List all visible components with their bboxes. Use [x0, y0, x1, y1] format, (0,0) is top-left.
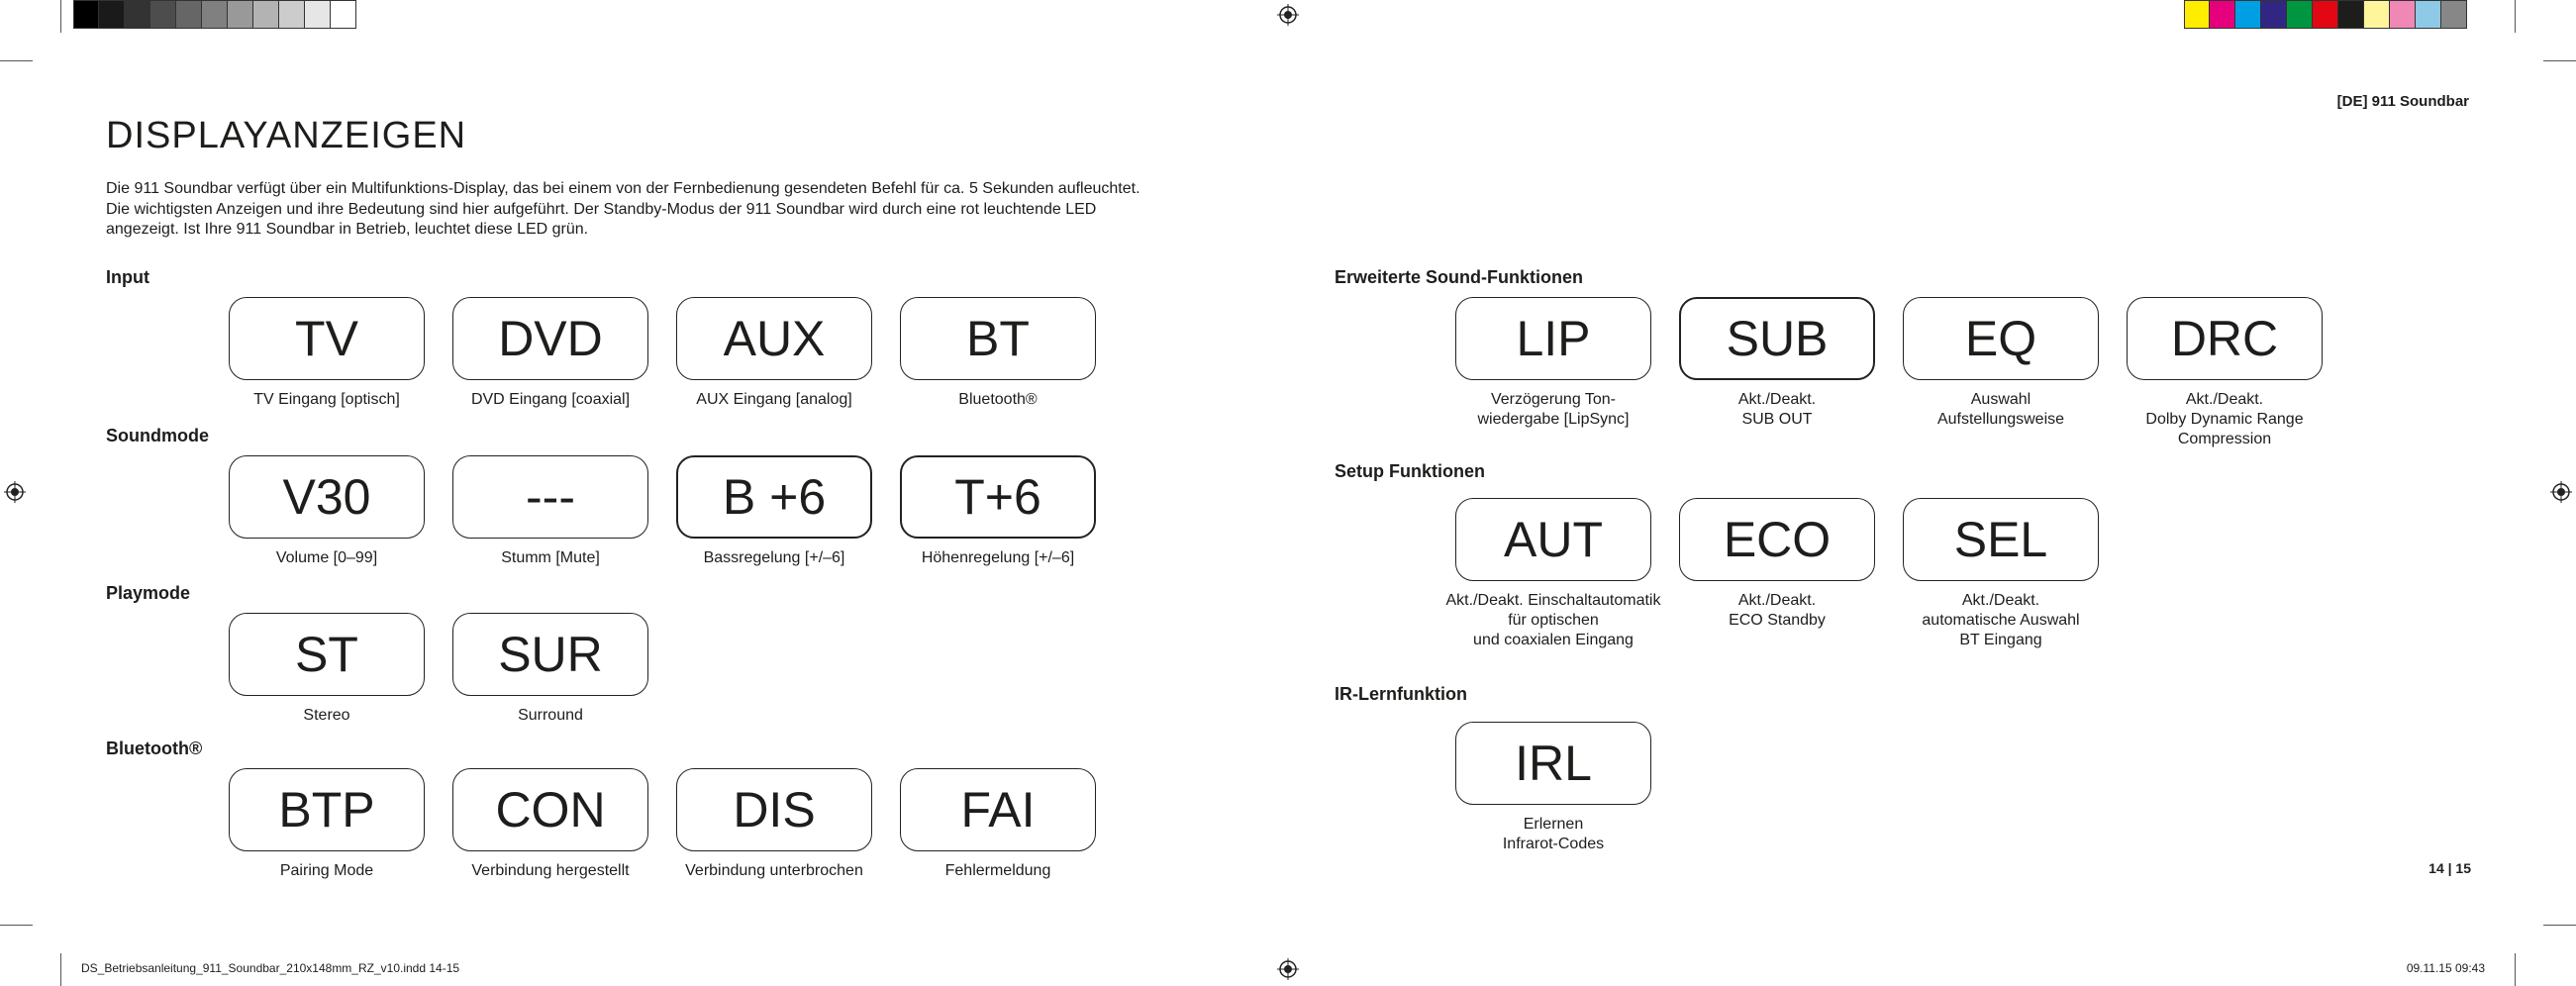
crop-mark: [60, 953, 61, 986]
display-code-description: [655, 548, 893, 568]
display-code-description: [1658, 390, 1896, 430]
display-code-description: [432, 706, 669, 726]
gray-swatch-bar: [73, 0, 356, 32]
color-swatch: [2261, 0, 2287, 29]
description-line: BT Eingang: [1959, 632, 2042, 648]
color-swatch: [125, 0, 150, 29]
color-swatch: [2313, 0, 2338, 29]
description-line: SUB OUT: [1741, 411, 1813, 428]
display-code-description: [655, 861, 893, 881]
crop-mark: [2543, 925, 2576, 926]
description-line: Aufstellungsweise: [1936, 411, 2065, 428]
section-heading: IR-Lernfunktion: [1335, 684, 1467, 704]
intro-paragraph: [106, 179, 1294, 241]
display-code-description: [1435, 390, 1672, 430]
registration-mark-icon: [4, 481, 26, 503]
description-line: ECO Standby: [1729, 612, 1826, 629]
description-line: Verbindung unterbrochen: [685, 862, 863, 879]
description-line: TV Eingang [optisch]: [253, 391, 400, 408]
display-code-sub: SUB: [1679, 297, 1875, 380]
description-line: automatische Auswahl: [1922, 612, 2080, 629]
display-code-st: ST: [229, 613, 425, 696]
color-swatch: [331, 0, 356, 29]
color-swatch: [99, 0, 125, 29]
display-code-tv: TV: [229, 297, 425, 380]
registration-mark-icon: [1277, 4, 1299, 26]
section-heading: Playmode: [106, 583, 191, 603]
section-heading: Setup Funktionen: [1335, 461, 1485, 481]
display-code-irl: IRL: [1455, 722, 1651, 805]
page-number: 14 | 15: [2428, 860, 2471, 876]
section-heading: Soundmode: [106, 426, 209, 445]
display-code-description: [1658, 591, 1896, 631]
description-line: Infrarot-Codes: [1502, 836, 1605, 852]
color-swatch: [2416, 0, 2441, 29]
color-swatch: [2210, 0, 2235, 29]
description-line: Akt./Deakt.: [1961, 592, 2040, 609]
color-swatch: [2338, 0, 2364, 29]
footer-filename: DS_Betriebsanleitung_911_Soundbar_210x148mm_RZ_v10.indd 14-15: [81, 961, 460, 975]
display-code-v30: V30: [229, 455, 425, 539]
description-line: Höhenregelung [+/–6]: [921, 549, 1075, 566]
color-swatch: [150, 0, 176, 29]
display-code-aut: AUT: [1455, 498, 1651, 581]
display-code-description: [208, 548, 446, 568]
description-line: Dolby Dynamic Range: [2145, 411, 2304, 428]
display-code-description: [879, 861, 1117, 881]
crop-mark: [2543, 60, 2576, 61]
crop-mark: [2515, 0, 2516, 33]
registration-mark-icon: [1277, 958, 1299, 980]
page-title: DISPLAYANZEIGEN: [106, 115, 467, 156]
display-code-description: [2106, 390, 2343, 449]
description-line: Stumm [Mute]: [501, 549, 600, 566]
display-code-aux: AUX: [676, 297, 872, 380]
display-code-description: [208, 706, 446, 726]
section-heading: Erweiterte Sound-Funktionen: [1335, 267, 1584, 287]
description-line: Akt./Deakt.: [2185, 391, 2264, 408]
display-code-description: [208, 861, 446, 881]
display-code-eco: ECO: [1679, 498, 1875, 581]
color-swatch: [2184, 0, 2210, 29]
description-line: und coaxialen Eingang: [1473, 632, 1634, 648]
color-swatch: [305, 0, 331, 29]
intro-line: Die 911 Soundbar verfügt über ein Multifunktions-Display, das bei einem von der Fernbedienung gesendeten Befehl für ca. 5 Sekunden aufleuchtet.: [106, 180, 1140, 197]
registration-mark-icon: [2550, 481, 2572, 503]
description-line: Auswahl: [1970, 391, 2031, 408]
section-heading: Bluetooth®: [106, 739, 203, 758]
display-code-description: [879, 390, 1117, 410]
description-line: Volume [0–99]: [275, 549, 378, 566]
display-code-con: CON: [452, 768, 648, 851]
description-line: Pairing Mode: [279, 862, 374, 879]
intro-line: angezeigt. Ist Ihre 911 Soundbar in Betrieb, leuchtet diese LED grün.: [106, 221, 589, 238]
display-code-fai: FAI: [900, 768, 1096, 851]
footer-timestamp: 09.11.15 09:43: [2406, 961, 2485, 975]
display-code-bt: BT: [900, 297, 1096, 380]
description-line: Akt./Deakt.: [1737, 391, 1817, 408]
display-code-description: [1882, 390, 2120, 430]
description-line: wiedergabe [LipSync]: [1477, 411, 1630, 428]
display-code-btp: BTP: [229, 768, 425, 851]
color-swatch: [2390, 0, 2416, 29]
crop-mark: [0, 925, 33, 926]
color-swatch: [202, 0, 228, 29]
display-code-description: [1882, 591, 2120, 650]
description-line: für optischen: [1508, 612, 1599, 629]
crop-mark: [0, 60, 33, 61]
display-code-lip: LIP: [1455, 297, 1651, 380]
display-code-mute: ---: [452, 455, 648, 539]
description-line: Surround: [518, 707, 583, 724]
display-code-description: [432, 548, 669, 568]
color-swatch: [2364, 0, 2390, 29]
display-code-dis: DIS: [676, 768, 872, 851]
color-swatch: [2287, 0, 2313, 29]
display-code-t6: T+6: [900, 455, 1096, 539]
color-swatch: [2235, 0, 2261, 29]
description-line: Akt./Deakt. Einschaltautomatik: [1445, 592, 1661, 609]
display-code-description: [208, 390, 446, 410]
description-line: Bluetooth®: [958, 391, 1038, 408]
color-swatch: [73, 0, 99, 29]
display-code-description: [1435, 591, 1672, 650]
color-swatch: [253, 0, 279, 29]
description-line: Verbindung hergestellt: [471, 862, 630, 879]
display-code-b6: B +6: [676, 455, 872, 539]
description-line: Compression: [2177, 431, 2272, 447]
intro-line: Die wichtigsten Anzeigen und ihre Bedeutung sind hier aufgeführt. Der Standby-Modus der 911 Soundbar wird durch eine rot leuchtende LED: [106, 200, 1097, 218]
display-code-sur: SUR: [452, 613, 648, 696]
display-code-sel: SEL: [1903, 498, 2099, 581]
description-line: AUX Eingang [analog]: [696, 391, 852, 408]
crop-mark: [2515, 953, 2516, 986]
display-code-description: [1435, 815, 1672, 854]
description-line: Verzögerung Ton-: [1490, 391, 1616, 408]
color-swatch: [279, 0, 305, 29]
color-swatch: [176, 0, 202, 29]
description-line: DVD Eingang [coaxial]: [470, 391, 631, 408]
display-code-description: [432, 390, 669, 410]
description-line: Akt./Deakt.: [1737, 592, 1817, 609]
description-line: Stereo: [303, 707, 350, 724]
document-header: [DE] 911 Soundbar: [2336, 93, 2469, 110]
color-swatch-bar: [2184, 0, 2467, 32]
description-line: Fehlermeldung: [944, 862, 1051, 879]
display-code-description: [655, 390, 893, 410]
description-line: Bassregelung [+/–6]: [703, 549, 845, 566]
display-code-drc: DRC: [2127, 297, 2323, 380]
display-code-description: [432, 861, 669, 881]
display-code-eq: EQ: [1903, 297, 2099, 380]
crop-mark: [60, 0, 61, 33]
color-swatch: [2441, 0, 2467, 29]
description-line: Erlernen: [1523, 816, 1584, 833]
color-swatch: [228, 0, 253, 29]
display-code-dvd: DVD: [452, 297, 648, 380]
display-code-description: [879, 548, 1117, 568]
section-heading: Input: [106, 267, 149, 287]
